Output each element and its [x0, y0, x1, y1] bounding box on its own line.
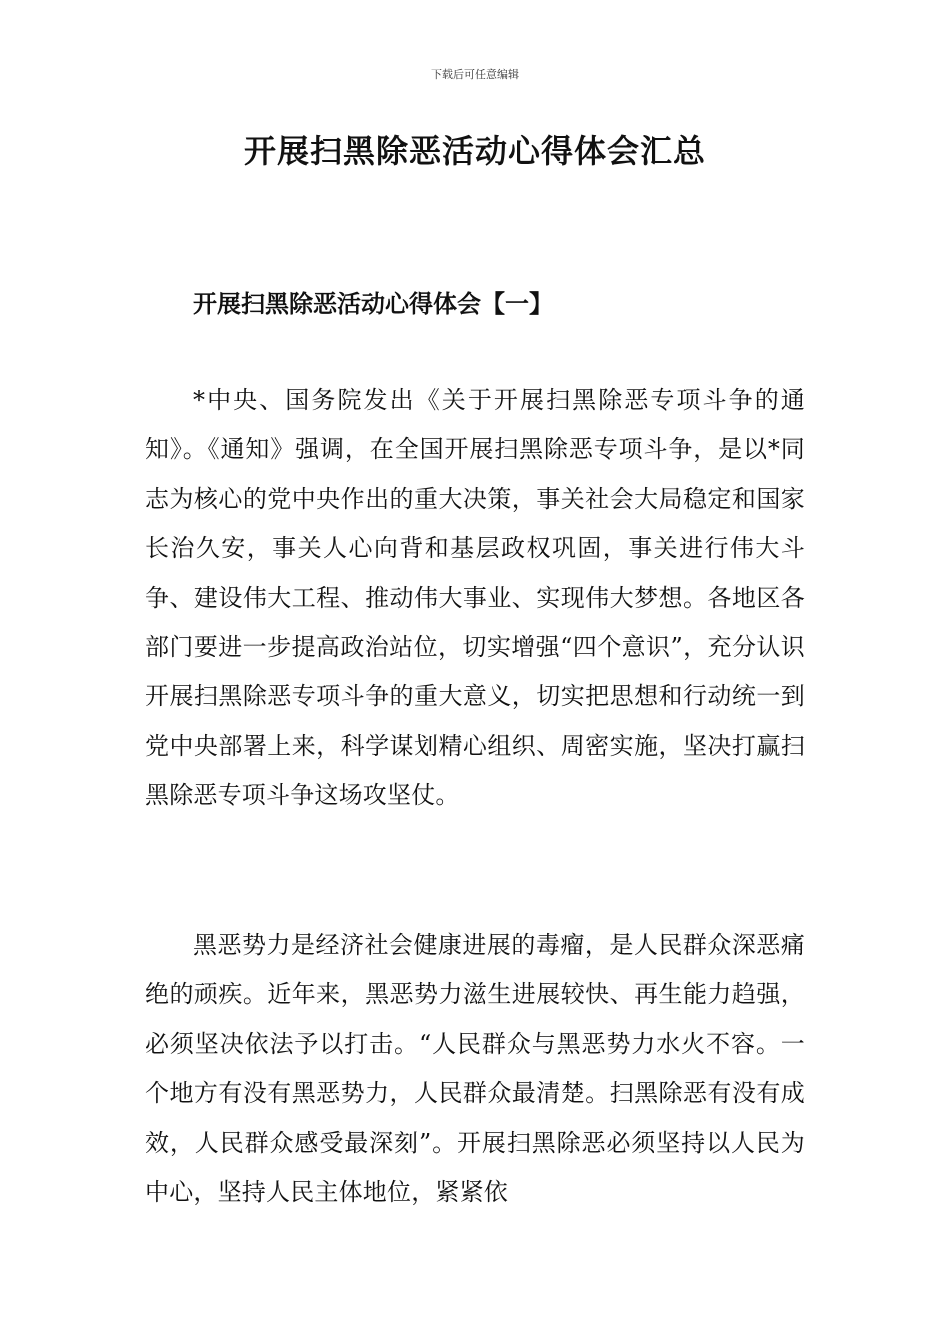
page-header-note: 下载后可任意编辑: [431, 68, 519, 81]
body-paragraph-1: *中央、国务院发出《关于开展扫黑除恶专项斗争的通知》。《通知》强调，在全国开展扫黑除恶专项斗争，是以*同志为核心的党中央作出的重大决策，事关社会大局稳定和国家长治久安，事关人心向背和基层政权巩固，事关进行伟大斗争、建设伟大工程、推动伟大事业、实现伟大梦想。各地区各部门要进一步提高政治站位，切实增强“四个意识”，充分认识开展扫黑除恶专项斗争的重大意义，切实把思想和行动统一到党中央部署上来，科学谋划精心组织、周密实施，坚决打赢扫黑除恶专项斗争这场攻坚仗。: [145, 386, 805, 810]
document-title: 开展扫黑除恶活动心得体会汇总: [243, 132, 706, 170]
section-heading: 开展扫黑除恶活动心得体会【一】: [193, 289, 553, 318]
body-paragraph-2: 黑恶势力是经济社会健康进展的毒瘤，是人民群众深恶痛绝的顽疾。近年来，黑恶势力滋生进展较快、再生能力趋强，必须坚决依法予以打击。“人民群众与黑恶势力水火不容。一个地方有没有黑恶势力，人民群众最清楚。扫黑除恶有没有成效，人民群众感受最深刻”。开展扫黑除恶必须坚持以人民为中心，坚持人民主体地位，紧紧依: [145, 931, 805, 1207]
